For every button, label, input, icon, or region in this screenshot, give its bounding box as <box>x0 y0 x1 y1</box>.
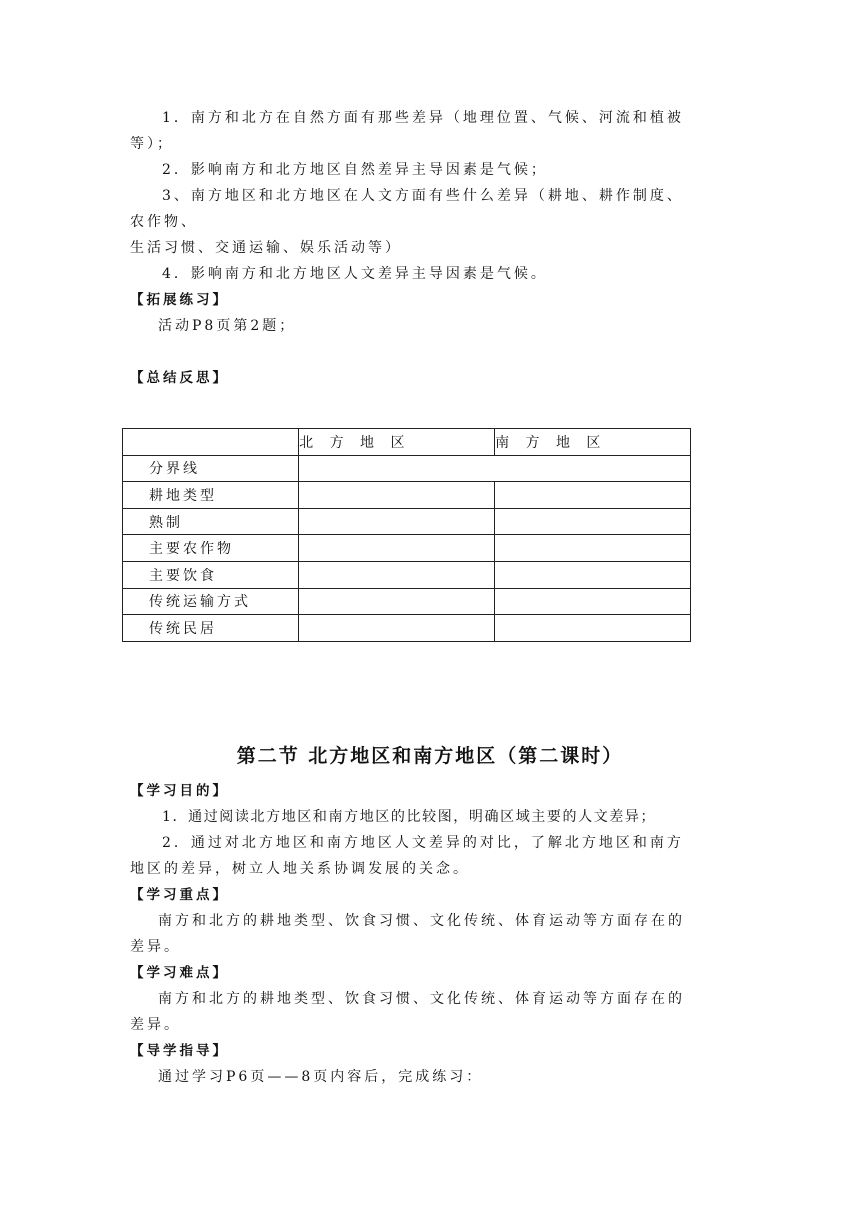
table-header-row <box>123 429 691 456</box>
row-label-diet: 主要饮食 <box>123 561 299 588</box>
transport-north-cell[interactable] <box>299 588 495 615</box>
diet-south-cell[interactable] <box>495 561 691 588</box>
boundary-cell[interactable] <box>299 455 691 482</box>
summary-heading: 【总结反思】 <box>130 370 229 386</box>
row-label-transport: 传统运输方式 <box>123 588 299 615</box>
diet-north-cell[interactable] <box>299 561 495 588</box>
extension-heading: 【拓展练习】 <box>130 292 229 308</box>
farmland-north-cell[interactable] <box>299 482 495 509</box>
goals-heading: 【学习目的】 <box>130 783 229 799</box>
cropping-south-cell[interactable] <box>495 508 691 535</box>
goal-2-line-2: 地区的差异，树立人地关系协调发展的关念。 <box>130 861 470 877</box>
difficulty-line-2: 差异。 <box>130 1017 181 1033</box>
guide-heading: 【导学指导】 <box>130 1043 229 1059</box>
table-corner-cell <box>123 429 299 456</box>
row-label-crops: 主要农作物 <box>123 535 299 562</box>
row-label-cropping: 熟制 <box>123 508 299 535</box>
goal-1: 1．通过阅读北方地区和南方地区的比较图，明确区域主要的人文差异； <box>162 809 657 825</box>
housing-south-cell[interactable] <box>495 615 691 642</box>
question-3-line-1: 3、南方地区和北方地区在人文方面有些什么差异（耕地、耕作制度、 <box>162 188 684 204</box>
guide-text: 通过学习P6页——8页内容后，完成练习： <box>158 1069 484 1085</box>
table-row <box>123 615 691 642</box>
difficulty-line-1: 南方和北方的耕地类型、饮食习惯、文化传统、体育运动等方面存在的 <box>158 991 685 1007</box>
focus-line-2: 差异。 <box>130 939 181 955</box>
question-4: 4．影响南方和北方地区人文差异主导因素是气候。 <box>162 266 548 282</box>
section-title: 第二节 北方地区和南方地区（第二课时） <box>236 745 624 767</box>
header-north: 北 方 地 区 <box>299 429 495 456</box>
question-1-line-1: 1．南方和北方在自然方面有那些差异（地理位置、气候、河流和植被 <box>162 110 684 126</box>
extension-text: 活动P8页第2题； <box>158 318 297 334</box>
question-2: 2．影响南方和北方地区自然差异主导因素是气候； <box>162 162 548 178</box>
row-label-housing: 传统民居 <box>123 615 299 642</box>
focus-line-1: 南方和北方的耕地类型、饮食习惯、文化传统、体育运动等方面存在的 <box>158 913 685 929</box>
table-row <box>123 561 691 588</box>
table-row <box>123 508 691 535</box>
crops-south-cell[interactable] <box>495 535 691 562</box>
cropping-north-cell[interactable] <box>299 508 495 535</box>
header-south: 南 方 地 区 <box>495 429 691 456</box>
row-label-boundary: 分界线 <box>123 455 299 482</box>
question-1-line-2: 等）； <box>130 136 174 152</box>
goal-2-line-1: 2．通过对北方地区和南方地区人文差异的对比，了解北方地区和南方 <box>162 835 684 851</box>
focus-heading: 【学习重点】 <box>130 887 229 903</box>
row-label-farmland: 耕地类型 <box>123 482 299 509</box>
farmland-south-cell[interactable] <box>495 482 691 509</box>
difficulty-heading: 【学习难点】 <box>130 965 229 981</box>
table-row <box>123 455 691 482</box>
housing-north-cell[interactable] <box>299 615 495 642</box>
transport-south-cell[interactable] <box>495 588 691 615</box>
crops-north-cell[interactable] <box>299 535 495 562</box>
table-row <box>123 535 691 562</box>
question-3-line-2: 农作物、 <box>130 214 198 230</box>
table-row <box>123 482 691 509</box>
question-3-line-3: 生活习惯、交通运输、娱乐活动等） <box>130 240 402 256</box>
comparison-table <box>122 428 691 642</box>
table-row <box>123 588 691 615</box>
